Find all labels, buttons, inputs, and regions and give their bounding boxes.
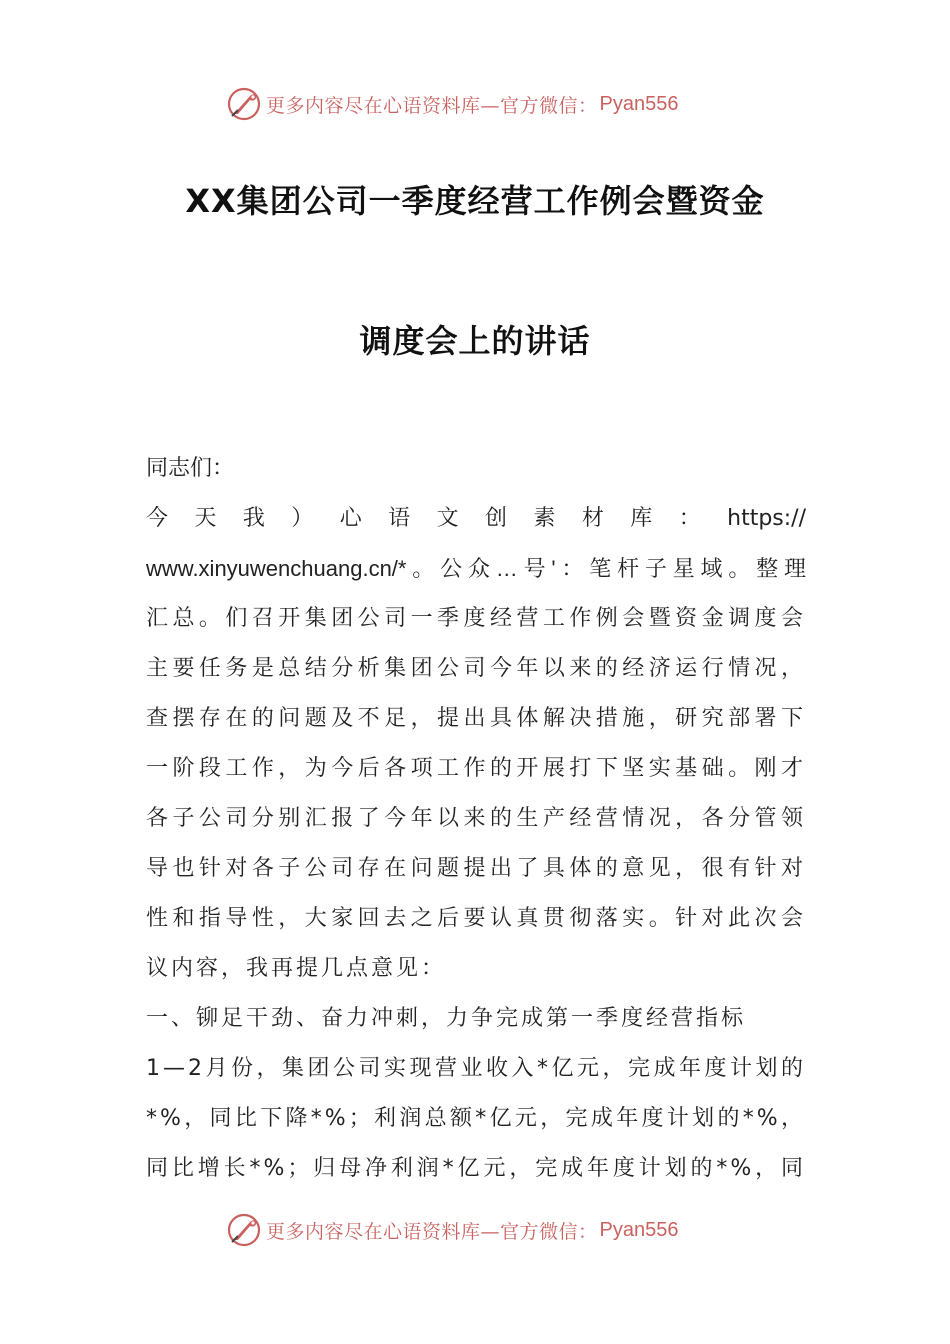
section-heading: 一、铆足干劲、奋力冲刺，力争完成第一季度经营指标: [146, 1006, 747, 1031]
watermark-text: 更多内容尽在心语资料库—官方微信：: [266, 94, 598, 117]
salutation: 同志们：: [146, 456, 235, 481]
body-line: 各子公司分别汇报了今年以来的生产经营情况，各分管领: [146, 806, 806, 831]
body-line: 今天我）心语文创素材库：https://: [146, 506, 806, 531]
watermark-text: 更多内容尽在心语资料库—官方微信：: [266, 1220, 598, 1243]
body-line: 同比增长*%；归母净利润*亿元，完成年度计划的*%，同: [146, 1156, 806, 1181]
document-body: [146, 444, 806, 1194]
quill-pen-logo-icon: [226, 86, 262, 122]
body-line: 导也针对各子公司存在问题提出了具体的意见，很有针对: [146, 856, 806, 881]
body-line: 查摆存在的问题及不足，提出具体解决措施，研究部署下: [146, 706, 806, 731]
body-line: 一阶段工作，为今后各项工作的开展打下坚实基础。刚才: [146, 756, 806, 781]
body-line: www.xinyuwenchuang.cn/*。公众…号'：笔杆子星域。整理: [146, 556, 806, 581]
body-line: 性和指导性，大家回去之后要认真贯彻落实。针对此次会: [146, 906, 806, 931]
body-line: 汇总。们召开集团公司一季度经营工作例会暨资金调度会: [146, 606, 806, 631]
footer-watermark: [226, 1210, 678, 1250]
body-line: 主要任务是总结分析集团公司今年以来的经济运行情况，: [146, 656, 806, 681]
watermark-wechat-id: Pyan556: [599, 92, 679, 115]
body-line: *%，同比下降*%；利润总额*亿元，完成年度计划的*%，: [146, 1106, 806, 1131]
watermark-wechat-id: Pyan556: [599, 1218, 679, 1241]
body-line: 议内容，我再提几点意见：: [146, 956, 447, 981]
document-title-line-2: 调度会上的讲话: [359, 322, 591, 360]
quill-pen-logo-icon: [226, 1212, 262, 1248]
header-watermark: [226, 84, 678, 124]
document-title-line-1: XX集团公司一季度经营工作例会暨资金: [185, 182, 765, 220]
body-line: 1—2月份，集团公司实现营业收入*亿元，完成年度计划的: [146, 1056, 806, 1081]
